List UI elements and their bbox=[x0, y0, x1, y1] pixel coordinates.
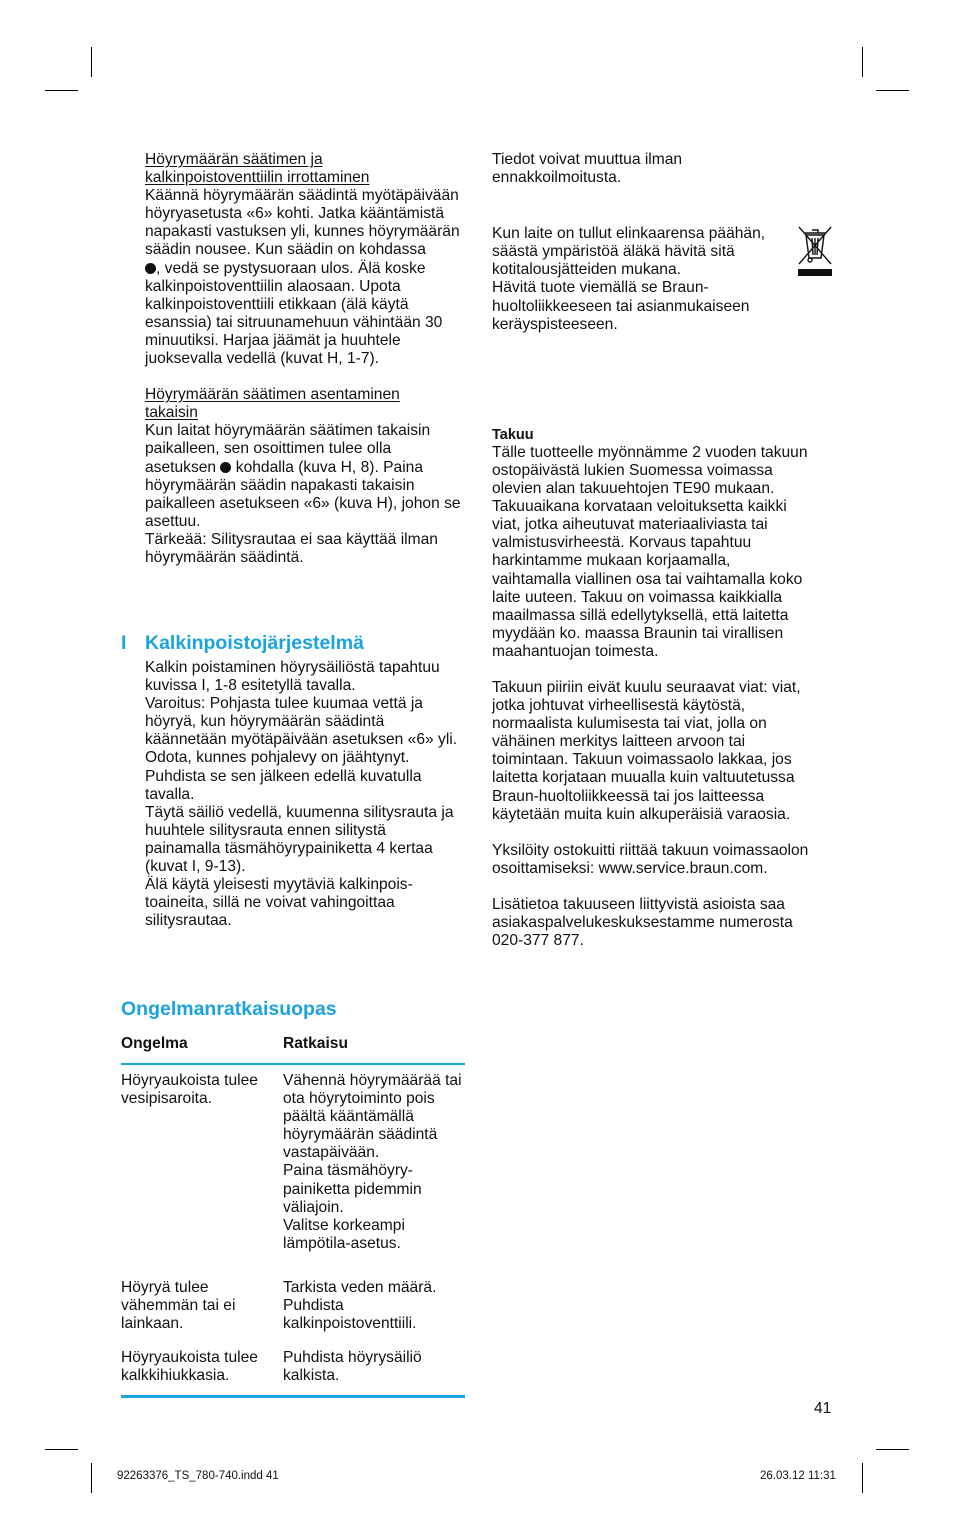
crossed-out-wheelie-bin-icon bbox=[796, 224, 834, 278]
troubleshooting-table bbox=[121, 1035, 465, 1398]
left-column bbox=[145, 151, 465, 567]
section-title: Kalkinpoistojärjestelmä bbox=[145, 632, 364, 654]
crop-mark bbox=[876, 1449, 909, 1450]
table-row: Höyryaukoista tulee kalkkihiukkasia. Puhdista höyrysäiliö kalkista. bbox=[121, 1343, 465, 1398]
filled-dot-icon bbox=[220, 462, 231, 473]
refit-important: Tärkeää: Silitysrautaa ei saa käyttää ilman höyrymäärän säädintä. bbox=[145, 530, 438, 566]
removal-heading: Höyrymäärän säätimen ja kalkinpoistoventtiilin irrottaminen bbox=[145, 151, 370, 187]
refit-text: Kun laitat höyrymäärän säätimen takaisin paikalleen, sen osoittimen tulee olla asetuksen kohdalla (kuva H, 8). Paina höyrymäärän säädin napakasti takaisin paikalleen asetukseen «6» (kuva H), johon se asettuu. bbox=[145, 422, 461, 530]
warranty-text: Yksilöity ostokuitti riittää takuun voimassaolon osoittamiseksi: www.service.braun.com. bbox=[492, 841, 809, 877]
crop-mark bbox=[876, 90, 909, 91]
crop-mark bbox=[91, 1463, 92, 1493]
right-column bbox=[492, 151, 812, 950]
page-number: 41 bbox=[814, 1400, 832, 1417]
section-letter: I bbox=[121, 632, 127, 654]
warranty-text: Tälle tuotteelle myönnämme 2 vuoden takuun ostopäivästä lukien Suomessa voimassa olevien alan takuuehtojen TE90 mukaan. Takuuaikana korvataan veloituksetta kaikki viat, jotka aiheutuvat materiaaliviasta tai valmistusvirheestä. Korvaus tapahtuu harkintamme mukaan korjaamalla, vaihtamalla viallinen osa tai vaihtamalla koko laite uuteen. Takuu on voimassa kaikkialla maailmassa sillä edellytyksellä, että laitetta myydään ko. maassa Braunin tai virallisen maahantuojan toimesta. bbox=[492, 443, 808, 660]
crop-mark bbox=[45, 1449, 78, 1450]
refit-heading: Höyrymäärän säätimen asentaminen takaisin bbox=[145, 386, 400, 422]
change-notice: Tiedot voivat muuttua ilman ennakkoilmoitusta. bbox=[492, 151, 683, 187]
crop-mark bbox=[862, 1463, 863, 1493]
footer-file: 92263376_TS_780-740.indd 41 bbox=[117, 1470, 279, 1482]
warranty-text: Lisätietoa takuuseen liittyvistä asioista saa asiakaspalvelukeskuksestamme numerosta 020-377 877. bbox=[492, 895, 793, 950]
descaling-text: Kalkin poistaminen höyrysäiliöstä tapahtuu kuvissa I, 1-8 esitetyllä tavalla. Varoitus: Pohjasta tulee kuumaa vettä ja höyryä, kun höyrymäärän säädintä käännetään myötäpäivään asetuksen «6» yli. Odota, kunnes pohjalevy on jäähtynyt. Puhdista se sen jälkeen edellä kuvatulla tavalla. Täytä säiliö vedellä, kuumenna silitysrauta ja huuhtele silitysrauta ennen silitystä painamalla täsmähöyrypainiketta 4 kertaa (kuvat I, 9-13). Älä käytä yleisesti myytäviä kalkinpois-toaineita, sillä ne voivat vahingoittaa silitysrautaa. bbox=[145, 659, 458, 930]
removal-text: Käännä höyrymäärän säädintä myötäpäivään höyryasetusta «6» kohti. Jatka kääntämistä napakasti vastuksen yli, kunnes höyrymäärän säädin nousee. Kun säädin on kohdassa , vedä se pystysuoraan ulos. Älä koske kalkinpoistoventtiilin alaosaan. Upota kalkinpoistoventtiili etikkaan (älä käytä esanssia) tai sitruunamehuun vähintään 30 minuutiksi. Harjaa jäämät ja huuhtele juoksevalla vedellä (kuvat H, 1-7). bbox=[145, 187, 460, 368]
crop-mark bbox=[91, 47, 92, 77]
column-header: Ratkaisu bbox=[283, 1035, 349, 1052]
table-row: Höyryä tulee vähemmän tai ei lainkaan. Tarkista veden määrä. Puhdista kalkinpoistoventtiili. bbox=[121, 1279, 437, 1333]
footer-date: 26.03.12 11:31 bbox=[760, 1470, 836, 1482]
warranty-text: Takuun piiriin eivät kuulu seuraavat viat: viat, jotka johtuvat virheellisestä käytöstä, normaalista kulumisesta tai viat, jolla on vähäinen merkitys laitteen arvoon tai toimintaan. Takuun voimassaolo lakkaa, jos laitetta korjataan muualla kuin valtuutetussa Braun-huoltoliikkeessä tai jos laitteessa käytetään muita kuin alkuperäisiä varaosia. bbox=[492, 678, 801, 823]
crop-mark bbox=[862, 47, 863, 77]
warranty-title: Takuu bbox=[492, 426, 534, 443]
table-header bbox=[121, 1035, 465, 1065]
column-header: Ongelma bbox=[121, 1035, 188, 1052]
troubleshooting-title: Ongelmanratkaisuopas bbox=[121, 998, 337, 1020]
disposal-text: Kun laite on tullut elinkaarensa päähän, säästä ympäristöä äläkä hävitä sitä kotitalousjätteiden mukana. Hävitä tuote viemällä se Braun-huoltoliikkeeseen tai asianmukaiseen keräyspisteeseen. bbox=[492, 225, 766, 333]
crop-mark bbox=[45, 90, 78, 91]
table-row: Höyryaukoista tulee vesipisaroita. Vähennä höyrymäärää tai ota höyrytoiminto pois päältä kääntämällä höyrymäärän säädintä vastapäivään. Paina täsmähöyry-painiketta pidemmin väliajoin. Valitse korkeampi lämpötila-asetus. bbox=[121, 1072, 462, 1252]
filled-dot-icon bbox=[145, 263, 156, 274]
